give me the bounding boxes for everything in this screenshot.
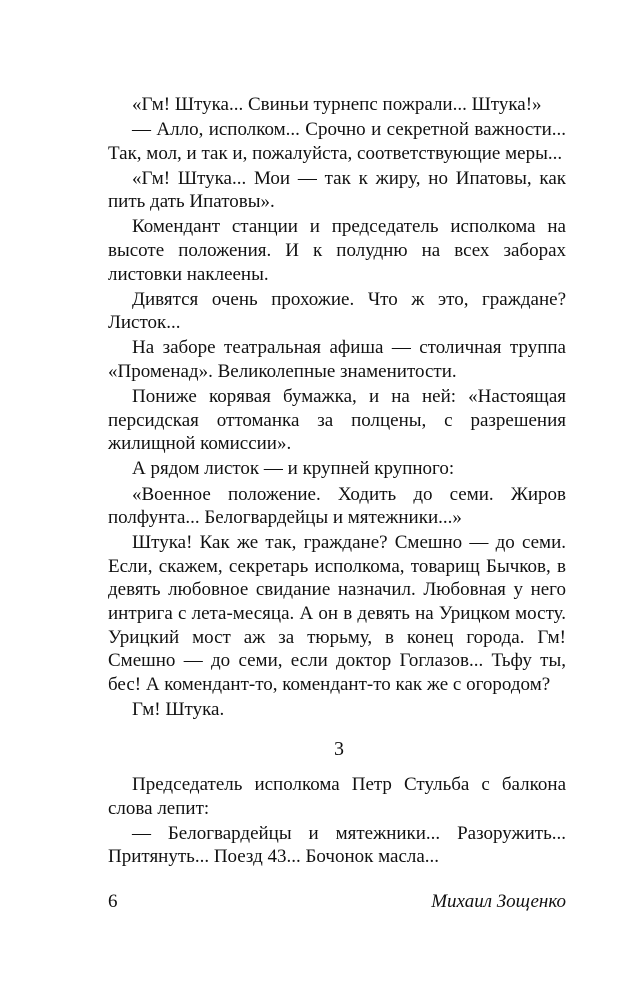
paragraph: Штука! Как же так, граждане? Смешно — до семи. Если, скажем, секретарь исполкома, товарищ Бычков, в девять любовное свидание назначил. Любовная у него интрига с лета-месяца. А он в девять на Урицком мосту. Урицкий мост аж за тюрьму, в конец города. Гм! Смешно — до семи, если доктор Гоглазов... Тьфу ты, бес! А комендант-то, комендант-то как же с огородом? (108, 532, 566, 695)
paragraph: Дивятся очень прохожие. Что ж это, граждане? Листок... (108, 288, 566, 334)
paragraph: «Гм! Штука... Мои — так к жиру, но Ипатовы, как пить дать Ипатовы». (108, 167, 566, 213)
paragraph: Гм! Штука. (132, 698, 225, 720)
running-footer-author: Михаил Зощенко (431, 891, 566, 912)
paragraph: — Белогвардейцы и мятежники... Разоружить... Притянуть... Поезд 43... Бочонок масла... (108, 822, 566, 868)
paragraph: А рядом листок — и крупней крупного: (132, 458, 455, 480)
chapter-number: 3 (334, 738, 344, 760)
paragraph: «Гм! Штука... Свиньи турнепс пожрали... Штука!» (132, 94, 542, 115)
paragraph: Комендант станции и председатель исполкома на высоте положения. И к полудню на всех заборах листовки наклеены. (108, 216, 566, 285)
paragraph: — Алло, исполком... Срочно и секретной важности... Так, мол, и так и, пожалуйста, соответствующие меры... (108, 119, 566, 164)
main-text-block (108, 93, 566, 723)
paragraph: На заборе театральная афиша — столичная труппа «Променад». Великолепные знаменитости. (108, 337, 566, 383)
paragraph: Председатель исполкома Петр Стульба с балкона слова лепит: (108, 774, 566, 819)
chapter-text-block (108, 773, 566, 870)
paragraph: Пониже корявая бумажка, и на ней: «Настоящая персидская оттоманка за полцены, с разрешения жилищной комиссии». (108, 386, 566, 455)
page-number: 6 (108, 891, 118, 912)
paragraph: «Военное положение. Ходить до семи. Жиров полфунта... Белогвардейцы и мятежники...» (108, 483, 566, 529)
